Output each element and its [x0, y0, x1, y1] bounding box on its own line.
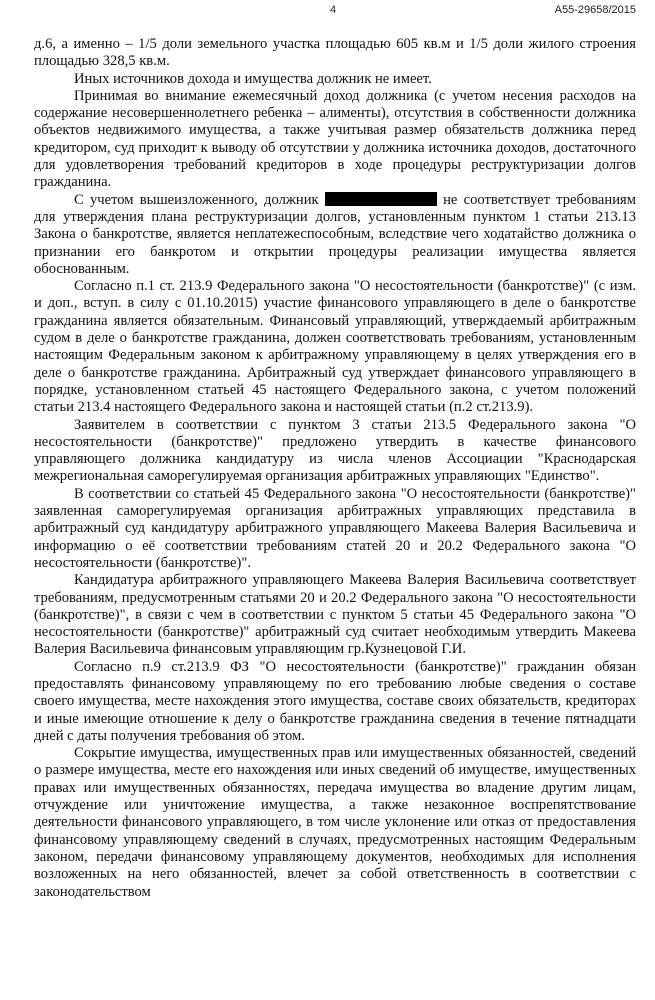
- page-number: 4: [330, 4, 337, 16]
- conclusion-text-before: С учетом вышеизложенного, должник: [74, 191, 319, 208]
- document-body: [34, 36, 636, 901]
- paragraph-concealment-liability: Сокрытие имущества, имущественных прав или имущественных обязанностей, сведений о размере имущества, месте его нахождения или иных сведений об имуществе, имущественных правах или имущественных обязанностях, передача имущества во владение другим лицам, отчуждение или уничтожение имущества, а также незаконное воспрепятствование деятельности финансового управляющего, в том числе уклонение или отказ от предоставления финансовому управляющему сведений в случаях, предусмотренных настоящим Федеральным законом, передачи финансовому управляющему документов, необходимых для исполнения возложенных на него обязанностей, влечет за собой ответственность в соответствии с законодательством: [34, 745, 636, 900]
- page-header: [34, 0, 636, 36]
- paragraph-sro-candidate: В соответствии со статьей 45 Федерального закона "О несостоятельности (банкротстве)" заявленная саморегулируемая организация арбитражных управляющих представила в арбитражный суд кандидатуру арбитражного управляющего Макеева Валерия Васильевича и информацию о её соответствии требованиям статей 20 и 20.2 Федерального закона "О несостоятельности (банкротстве)".: [34, 485, 636, 571]
- redacted-debtor-name: [325, 192, 437, 206]
- paragraph-insolvency-conclusion: [34, 192, 636, 278]
- conclusion-text-after: не соответствует требованиям для утверждения плана реструктуризации долгов, установленным пунктом 1 статьи 213.13 Закона о банкротстве, является неплатежеспособным, вследствие чего ходатайство должника о признании его банкротом и открытии процедуры реализации имущества является обоснованным.: [34, 191, 636, 277]
- document-page: [34, 0, 636, 1000]
- paragraph-citizen-obligation: Согласно п.9 ст.213.9 ФЗ "О несостоятельности (банкротстве)" гражданин обязан предоставлять финансовому управляющему по его требованию любые сведения о составе своего имущества, месте нахождения этого имущества, составе своих обязательств, кредиторах и иные имеющие отношение к делу о банкротстве гражданина сведения в течение пятнадцати дней с даты получения требования об этом.: [34, 658, 636, 744]
- paragraph-income-assessment: Принимая во внимание ежемесячный доход должника (с учетом несения расходов на содержание несовершеннолетнего ребенка – алименты), отсутствия в собственности должника объектов недвижимого имущества, а также учитывая размер обязательств должника перед кредитором, суд приходит к выводу об отсутствии у должника источника доходов, достаточного для удовлетворения требований кредиторов в ходе процедуры реструктуризации долгов гражданина.: [34, 87, 636, 191]
- paragraph-no-other-income: Иных источников дохода и имущества должник не имеет.: [74, 70, 432, 87]
- paragraph-financial-manager-requirement: Согласно п.1 ст. 213.9 Федерального закона "О несостоятельности (банкротстве)" (с изм. и доп., вступ. в силу с 01.10.2015) участие финансового управляющего в деле о банкротстве гражданина является обязательным. Финансовый управляющий, утверждаемый арбитражным судом в деле о банкротстве гражданина, должен соответствовать требованиям, установленным настоящим Федеральным законом к арбитражному управляющему в целях утверждения его в деле о банкротстве гражданина. Арбитражный суд утверждает финансового управляющего в порядке, установленном статьей 45 настоящего Федерального закона, с учетом положений статьи 213.4 настоящего Федерального закона и настоящей статьи (п.2 ст.213.9).: [34, 278, 636, 416]
- paragraph-applicant-proposal: Заявителем в соответствии с пунктом 3 статьи 213.5 Федерального закона "О несостоятельности (банкротстве)" предложено утвердить в качестве финансового управляющего должника кандидатуру из числа членов Ассоциации "Краснодарская межрегиональная саморегулируемая организация арбитражных управляющих "Единство".: [34, 416, 636, 485]
- paragraph-candidate-approval: Кандидатура арбитражного управляющего Макеева Валерия Васильевича соответствует требованиям, предусмотренным статьями 20 и 20.2 Федерального закона "О несостоятельности (банкротстве)", в связи с чем в соответствии с пунктом 5 статьи 45 Федерального закона "О несостоятельности (банкротстве)" арбитражный суд считает необходимым утвердить Макеева Валерия Васильевича финансовым управляющим гр.Кузнецовой Г.И.: [34, 572, 636, 658]
- paragraph-property-continuation: д.6, а именно – 1/5 доли земельного участка площадью 605 кв.м и 1/5 доли жилого строения площадью 328,5 кв.м.: [34, 36, 636, 70]
- case-number: А55-29658/2015: [554, 4, 636, 16]
